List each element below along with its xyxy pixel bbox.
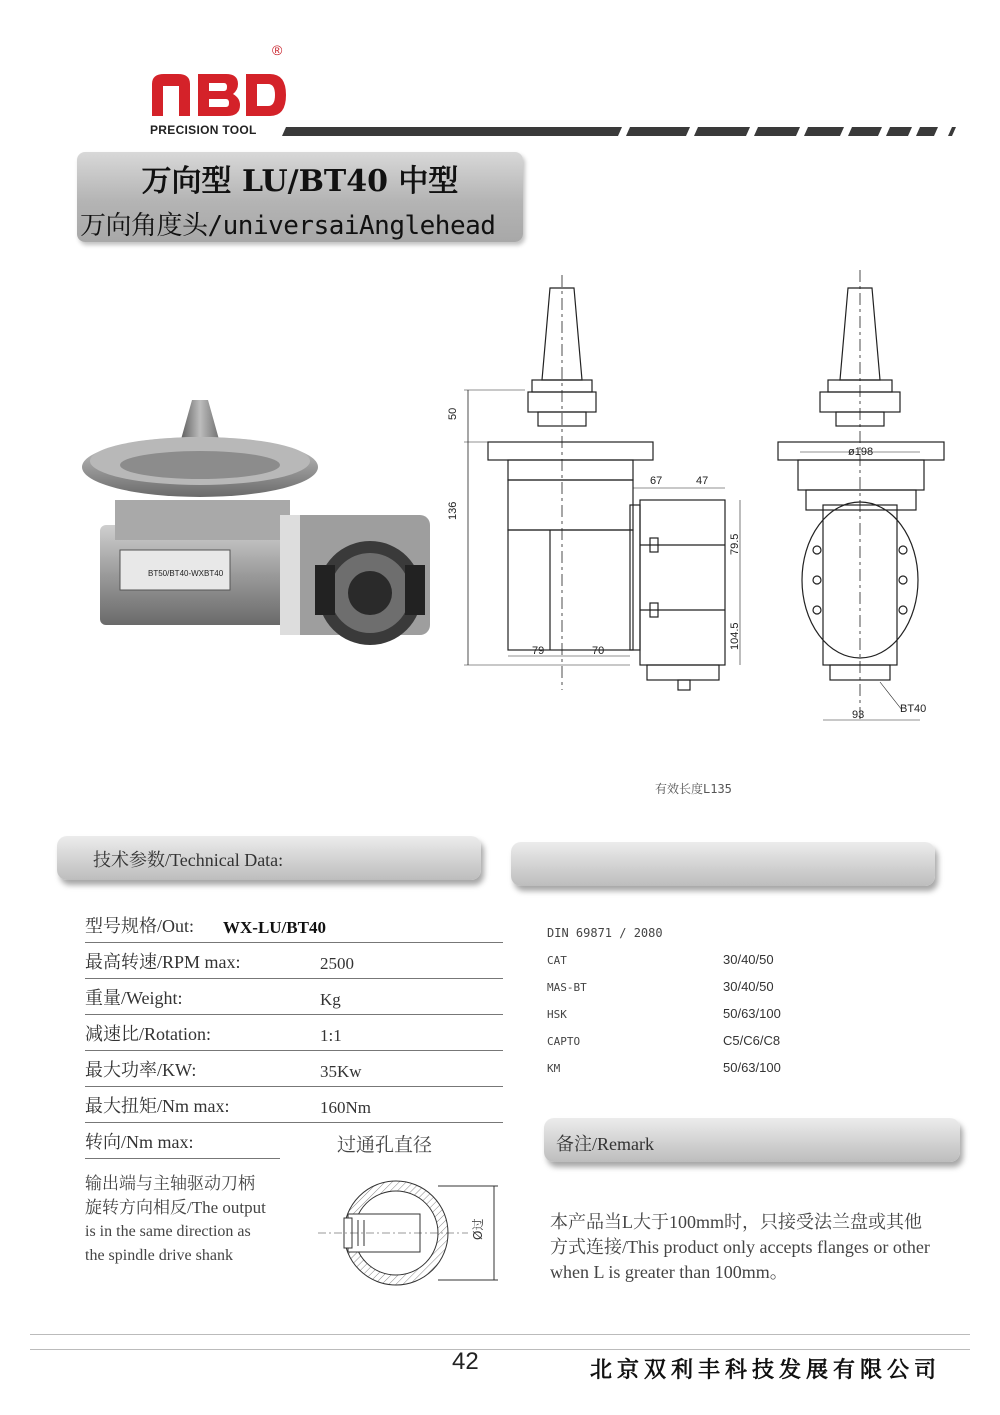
front-view	[488, 275, 725, 690]
side-view	[778, 270, 944, 720]
standard-value: 50/63/100	[723, 1006, 781, 1021]
spec-label: 最大扭矩/Nm max:	[85, 1096, 230, 1116]
spec-row-rotation	[85, 1016, 503, 1051]
dim-93: 93	[852, 709, 865, 721]
spec-value: 35Kw	[320, 1062, 362, 1081]
footer-divider	[30, 1349, 970, 1350]
remark-line: when L is greater than 100mm。	[550, 1262, 788, 1282]
note-line: 输出端与主轴驱动刀柄	[85, 1174, 255, 1193]
spec-value: 160Nm	[320, 1098, 371, 1117]
registered-mark: ®	[272, 42, 283, 58]
dim-47: 47	[696, 475, 709, 487]
spec-label: 重量/Weight:	[85, 988, 183, 1008]
remark-line: 本产品当L大于100mm时，只接受法兰盘或其他	[550, 1212, 922, 1232]
spec-value: Kg	[320, 990, 341, 1009]
spec-value: 2500	[320, 954, 354, 973]
standard-row-masbt	[547, 975, 847, 1001]
standards-bar	[511, 842, 935, 886]
spec-value: 1:1	[320, 1026, 342, 1045]
standard-row-cat	[547, 948, 847, 974]
effective-length-caption: 有效长度L135	[655, 782, 732, 796]
remark-label: 备注/Remark	[556, 1134, 654, 1154]
dim-67: 67	[650, 475, 663, 487]
bore-diagram	[318, 1178, 500, 1288]
standard-name: KM	[547, 1062, 561, 1075]
spec-row-direction	[85, 1124, 280, 1159]
standard-name: MAS-BT	[547, 981, 587, 994]
standard-name: CAT	[547, 954, 567, 967]
dim-70: 70	[592, 645, 605, 657]
dim-104-5: 104.5	[729, 622, 741, 650]
standard-value: 30/40/50	[723, 952, 774, 967]
dim-79: 79	[532, 645, 545, 657]
footer-divider	[30, 1334, 970, 1335]
spec-row-rpm	[85, 944, 503, 979]
dim-bt40: BT40	[900, 703, 927, 715]
product-title: 万向型 LU/BT40 中型	[141, 164, 459, 199]
remark-text	[550, 1210, 970, 1285]
standard-row-hsk	[547, 1002, 847, 1028]
remark-line: 方式连接/This product only accepts flanges or other	[550, 1237, 930, 1257]
technical-data-label: 技术参数/Technical Data:	[93, 850, 284, 870]
standard-name: CAPTO	[547, 1035, 581, 1048]
brand-subtitle: PRECISION TOOL	[150, 123, 257, 137]
direction-note	[85, 1172, 315, 1268]
standard-value: 50/63/100	[723, 1060, 781, 1075]
dim-136: 136	[447, 501, 459, 520]
page-number: 42	[452, 1348, 479, 1375]
standard-row-km	[547, 1056, 847, 1082]
bore-diameter-label: 过通孔直径	[337, 1135, 433, 1156]
spec-row-model	[85, 908, 503, 943]
standards-title: DIN 69871 / 2080	[547, 926, 663, 940]
spec-row-power	[85, 1052, 503, 1087]
note-line: the spindle drive shank	[85, 1247, 233, 1264]
technical-drawing	[440, 270, 960, 740]
standard-name: HSK	[547, 1008, 567, 1021]
spec-label: 最高转速/RPM max:	[85, 952, 241, 972]
product-photo	[80, 395, 440, 655]
standard-value: 30/40/50	[723, 979, 774, 994]
spec-label: 减速比/Rotation:	[85, 1024, 211, 1044]
spec-row-torque	[85, 1088, 503, 1123]
spec-label: 最大功率/KW:	[85, 1060, 197, 1080]
spec-value: WX-LU/BT40	[223, 918, 326, 937]
dim-79-5: 79.5	[729, 533, 741, 555]
note-line: is in the same direction as	[85, 1223, 251, 1240]
plate-label: BT50/BT40-WXBT40	[148, 569, 224, 578]
note-line: 旋转方向相反/The output	[85, 1198, 266, 1217]
header-stripes	[278, 125, 968, 137]
standard-row-capto	[547, 1029, 847, 1055]
bore-label: Ø过	[471, 1218, 485, 1240]
spec-label: 转向/Nm max:	[85, 1132, 194, 1152]
dim-50: 50	[447, 407, 459, 420]
company-name: 北京双利丰科技发展有限公司	[590, 1357, 942, 1383]
dim-phi198: ø198	[848, 446, 874, 458]
spec-row-weight	[85, 980, 503, 1015]
spec-label: 型号规格/Out:	[85, 916, 195, 936]
standard-value: C5/C6/C8	[723, 1033, 781, 1048]
product-subtitle: 万向角度头/universaiAnglehead	[80, 211, 496, 241]
nbd-logo	[150, 70, 290, 118]
